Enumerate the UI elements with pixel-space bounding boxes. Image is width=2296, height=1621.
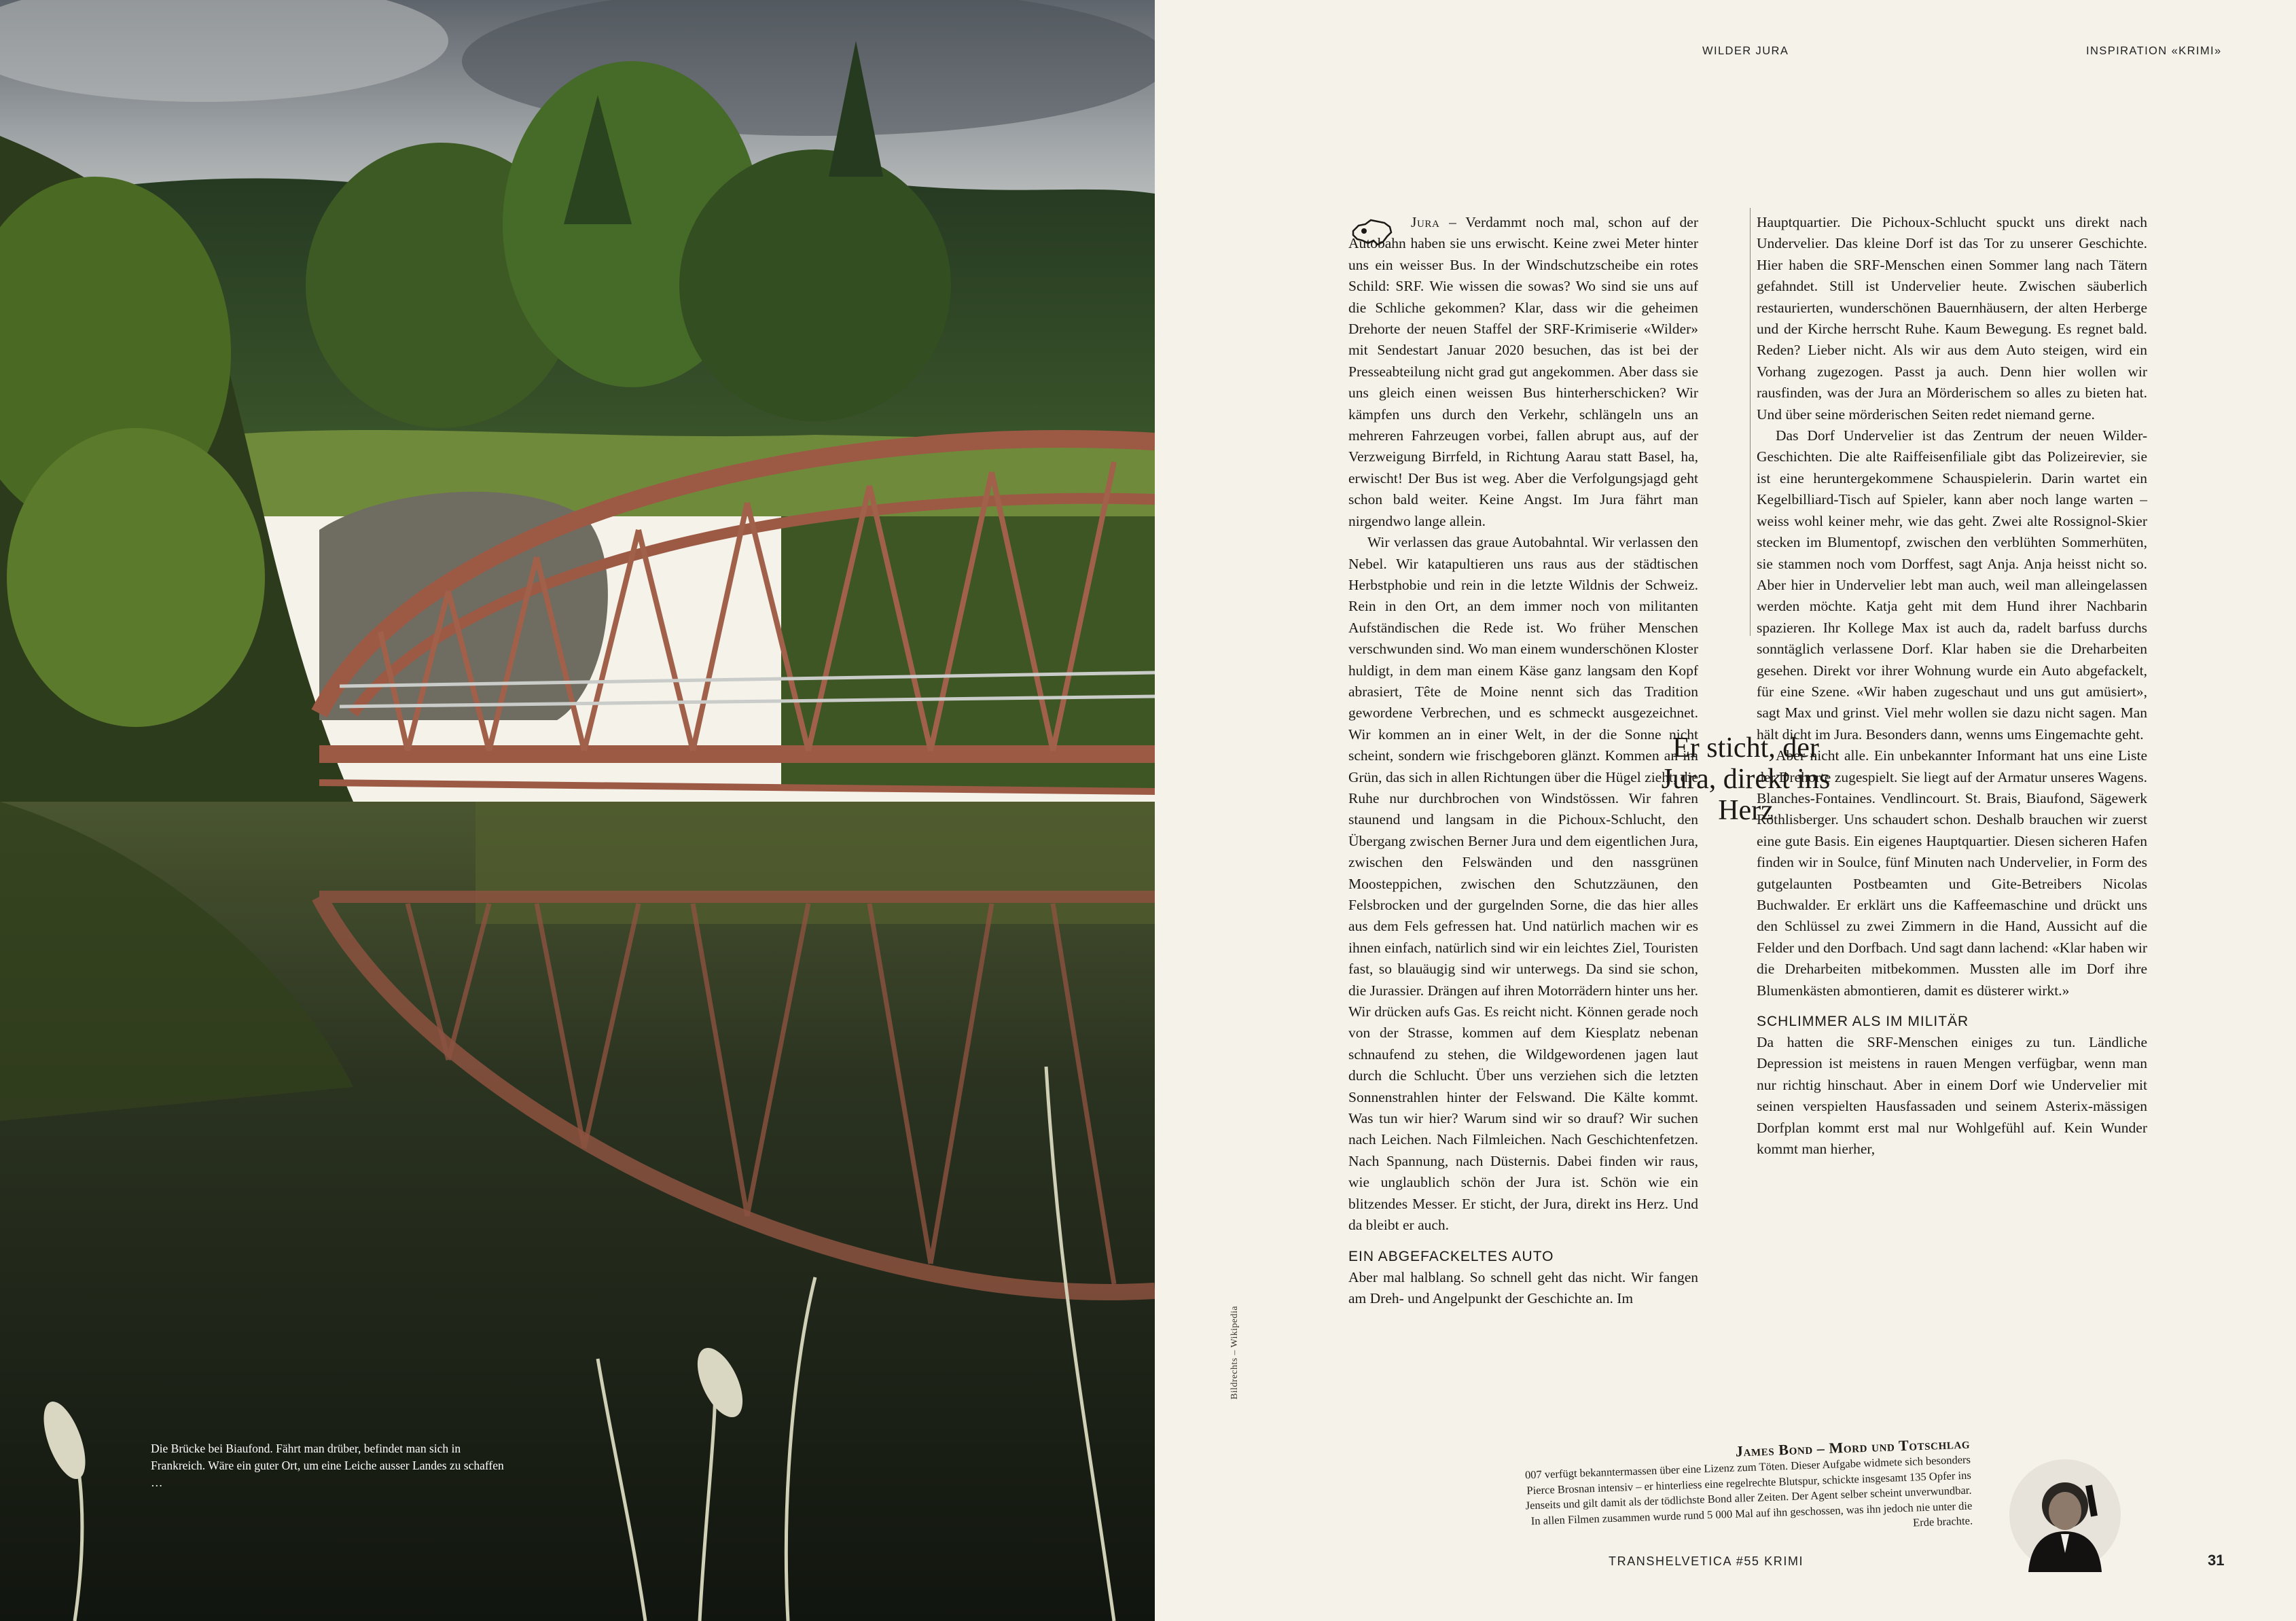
sidebar-title: James Bond – Mord und Totschlag: [1735, 1434, 1971, 1460]
paragraph: Das Dorf Undervelier ist das Zentrum der neuen Wilder-Geschichten. Die alte Raiffeisenfiliale gibt das Polizeirevier, sie ist eine heruntergekommene Schauspielerin. Darin wartet ein Kegelbilliard-Tisch auf Spieler, kann aber noch lange warten – weiss wohl keiner mehr, wie das geht. Zwei alte Rossignol-Skier stecken im Blumentopf, zwischen den verblühten Sommerhüten, sie stammen noch vom Dorffest, sagt Anja. Anja heisst nicht so. Aber hier in Undervelier lebt man auch, weil man alleingelassen werden möchte. Katja geht mit dem Hund ihrer Nachbarin spazieren. Ihr Kollege Max ist auch da, radelt barfuss durchs sonntäglich verlassene Dorf. Klar haben sie die Dreharbeiten gesehen. Direkt vor ihrer Wohnung wurde ein Auto abgefackelt, für eine Szene. «Wir haben zugeschaut und uns gut amüsiert», sagt Max und grinst. Viel mehr wollen sie dazu nicht sagen. Man hält dicht im Jura. Besonders dann, wenns ums Eingemachte geht.: [1757, 427, 2147, 743]
running-head-left: WILDER JURA: [1702, 45, 1789, 57]
photo-credit: Bildrechts – Wikipedia: [1230, 1306, 1240, 1400]
running-head-right: INSPIRATION «KRIMI»: [2086, 45, 2222, 57]
lead-word: Jura: [1411, 214, 1440, 230]
article-column-2: [1757, 212, 2147, 1160]
paragraph: Aber nicht alle. Ein unbekannter Informant hat uns eine Liste der Drehorte zugespielt. Sie liegt auf der Armatur unseres Wagens. Blanches-Fontaines. Vendlincourt. St. Brais, Biaufond, Sägewerk Röthlisberger. Uns schaudert schon. Deshalb brauchen wir zuerst eine gute Basis. Ein eigenes Hauptquartier. Diesen sicheren Hafen finden wir in Soulce, fünf Minuten nach Undervelier, in Form des gutgelaunten Postbeamten und Gite-Betreibers Nicolas Buchwalder. Er erklärt uns die Kaffeemaschine und drückt uns den Schlüssel zu zwei Zimmern in die Hand, Aussicht auf die Felder und den Dorfbach. Und sagt dann lachend: «Klar haben wir die Dreharbeiten mitbekommen. Mussten alle im Dorf ihre Blumenkästen abmontieren, damit es düsterer wirkt.»: [1757, 747, 2147, 999]
sidebar-body: 007 verfügt bekanntermassen über eine Lizenz zum Töten. Dieser Aufgabe widmete sich besonders Pierce Brosnan intensiv – er hinterliess eine regelrechte Blutspur, schickte insgesamt 135 Opfer ins Jenseits und gilt damit als der tödlichste Bond aller Zeiten. Der Agent selber scheint unverwundbar. In allen Filmen zusammen wurde rund 5 000 Mal auf ihn geschossen, was ihn jedoch nie unter die Erde brachte.: [1524, 1453, 1973, 1529]
subheading: SCHLIMMER ALS IM MILITÄR: [1757, 1014, 1969, 1030]
paragraph-text: – Verdammt noch mal, schon auf der Autobahn haben sie uns erwischt. Keine zwei Meter hinter uns ein weisser Bus. In der Windschutzscheibe ein rotes Schild: SRF. Wie wissen die sowas? Wo sind sie uns auf die Schliche gekommen? Klar, dass wir die geheimen Drehorte der neuen Staffel der SRF-Krimiserie «Wilder» mit Sendestart Januar 2020 besuchen, das ist bei der Presseabteilung nicht grad gut angekommen. Aber dass sie uns gleich einen weissen Bus hinterherschicken? Wir kämpfen uns durch den Verkehr, schlängeln uns an mehreren Fahrzeugen vorbei, fallen abrupt aus, auf der Verzweigung Birrfeld, in Richtung Aarau statt Basel, ha, erwischt! Der Bus ist weg. Aber die Verfolgungsjagd geht schon bald weiter. Keine Angst. Im Jura fährt man nirgendwo lange allein.: [1348, 214, 1698, 529]
paragraph: Da hatten die SRF-Menschen einiges zu tun. Ländliche Depression ist meistens in rauen Mengen verfügbar, wenn man nur richtig hinschaut. Aber in einem Dorf wie Undervelier mit seinen verspielten Hausfassaden und seinem Asterix-mässigen Dorfplan kommt erst mal nur Wohlgefühl auf. Kein Wunder kommt man hierher,: [1757, 1034, 2147, 1158]
article-column-1: [1348, 212, 1698, 1309]
paragraph: Aber mal halblang. So schnell geht das nicht. Wir fangen am Dreh- und Angelpunkt der Geschichte an. Im: [1348, 1268, 1698, 1306]
pull-quote: Er sticht, der Jura, direkt ins Herz: [1661, 732, 1831, 826]
column-divider: [1750, 208, 1751, 636]
photo-caption: Die Brücke bei Biaufond. Fährt man drüber, befindet man sich in Frankreich. Wäre ein guter Ort, um eine Leiche ausser Landes zu schaffen …: [151, 1442, 504, 1489]
paragraph: Wir verlassen das graue Autobahntal. Wir verlassen den Nebel. Wir katapultieren uns raus aus der städtischen Herbstphobie und rein in die letzte Wildnis der Schweiz. Rein in den Ort, an dem immer noch von militanten Aufständischen die Rede ist. Wo früher Menschen verschwunden sind. Wo man einem wunderschönen Kloster huldigt, in dem man einem Käse ganz langsam den Kopf abrasiert, Tête de Moine nennt sich das Tradition gewordene Verbrechen, und es schmeckt ausgezeichnet. Wir kommen an in einer Welt, in der die Sonne nicht scheint, sondern wie frischgeboren glänzt. Kommen an im Grün, das sich in allen Richtungen über die Hügel zieht, die Ruhe nur durchbrochen von Windstössen. Wir fahren staunend und langsam in die Pichoux-Schlucht, den Übergang zwischen Berner Jura und dem eigentlichen Jura, zwischen den Felswänden und den nassgrünen Moosteppichen, zwischen den Schutzzäunen, den Felsbrocken und der gurgelnden Sorne, die das hier alles aus dem Fels gefressen hat. Und natürlich machen wir es ihnen einfach, natürlich sind wir ein leichtes Ziel, Touristen fast, so blauäugig sind wir unterwegs. Da sind sie schon, die Jurassier. Drängen auf ihren Motorrädern hinter uns her. Wir drücken aufs Gas. Es reicht nicht. Können gerade noch von der Strasse, kommen auf dem Kiesplatz nebenan schnaufend zu stehen, die Wildgewordenen jagen laut durch die Schlucht. Über uns verziehen sich die letzten Sonnenstrahlen hinter der Felswand. Die Kälte kommt. Was tun wir hier? Warum sind wir so drauf? Wir suchen nach Leichen. Nach Filmleichen. Nach Geschichtenfetzen. Nach Spannung, nach Düsternis. Dabei finden wir raus, wie unglaublich schön der Jura ist. Schön wie ein blitzendes Messer. Er sticht, der Jura, direkt ins Herz. Und da bleibt er auch.: [1348, 534, 1698, 1234]
sidebar-box: [1515, 1435, 1973, 1545]
subheading: EIN ABGEFACKELTES AUTO: [1348, 1248, 1554, 1264]
page-number: 31: [2208, 1552, 2225, 1569]
paragraph: [1348, 212, 1698, 532]
paragraph: Hauptquartier. Die Pichoux-Schlucht spuckt uns direkt nach Undervelier. Das kleine Dorf ist das Tor zu unserer Geschichte. Hier haben die SRF-Menschen einen Sommer lang nach Tätern gefahndet. Still ist Undervelier heute. Zwischen säuberlich restaurierten, wunderschönen Bauernhäusern, der alten Herberge und der Kirche herrscht Ruhe. Kaum Bewegung. Es regnet bald. Reden? Lieber nicht. Als wir aus dem Auto steigen, wird ein Vorhang zugezogen. Passt ja auch. Denn hier wollen wir rausfinden, was der Jura an Mörderischem so alles zu bieten hat. Und über seine mörderischen Seiten redet niemand gerne.: [1757, 214, 2147, 423]
pierce-brosnan-portrait: [2008, 1458, 2122, 1572]
magazine-footer: TRANSHELVETICA #55 KRIMI: [1609, 1554, 1804, 1568]
